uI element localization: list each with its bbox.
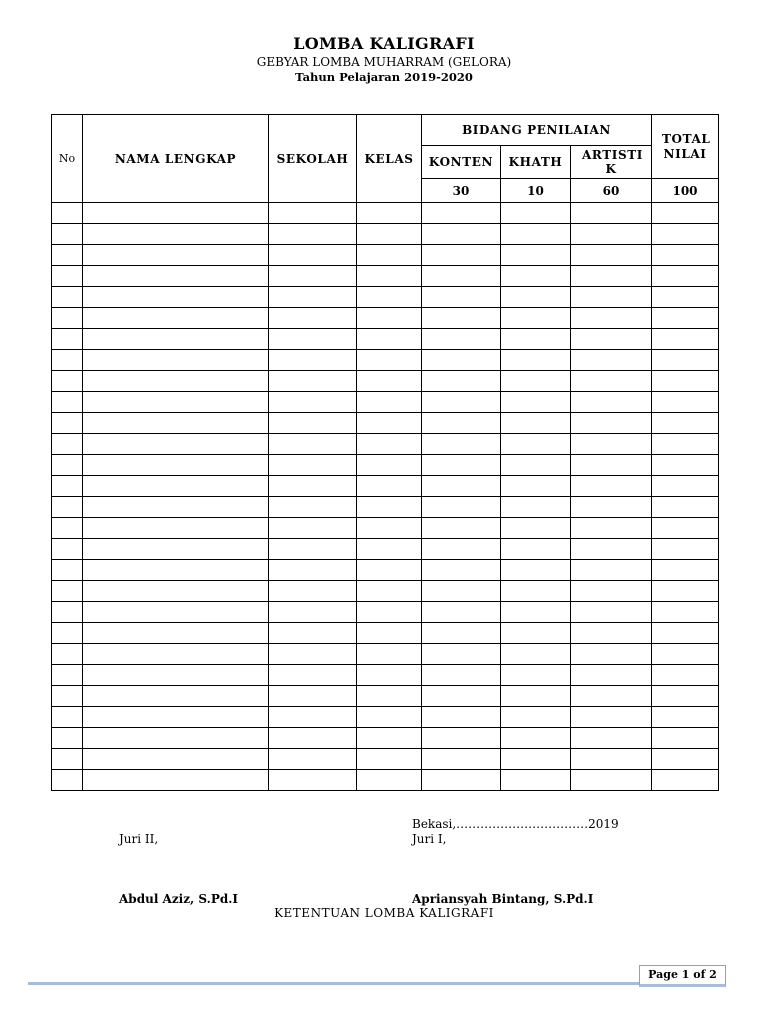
- table-cell: [52, 434, 83, 455]
- table-cell: [501, 455, 571, 476]
- table-cell: [269, 329, 357, 350]
- table-cell: [571, 455, 652, 476]
- table-cell: [571, 707, 652, 728]
- header-konten: KONTEN: [422, 146, 501, 179]
- table-cell: [269, 287, 357, 308]
- table-cell: [269, 371, 357, 392]
- table-cell: [501, 539, 571, 560]
- table-cell: [83, 371, 269, 392]
- table-cell: [571, 518, 652, 539]
- table-cell: [83, 623, 269, 644]
- table-cell: [652, 707, 719, 728]
- table-cell: [571, 497, 652, 518]
- table-cell: [52, 476, 83, 497]
- table-cell: [422, 728, 501, 749]
- table-cell: [571, 539, 652, 560]
- table-cell: [269, 623, 357, 644]
- table-row: [52, 581, 719, 602]
- table-cell: [269, 308, 357, 329]
- table-cell: [652, 770, 719, 791]
- table-cell: [422, 413, 501, 434]
- table-cell: [52, 245, 83, 266]
- table-cell: [83, 266, 269, 287]
- table-cell: [571, 224, 652, 245]
- table-cell: [83, 329, 269, 350]
- table-cell: [571, 602, 652, 623]
- table-row: [52, 455, 719, 476]
- table-cell: [357, 245, 422, 266]
- table-cell: [357, 623, 422, 644]
- table-cell: [269, 476, 357, 497]
- table-cell: [83, 203, 269, 224]
- table-cell: [357, 497, 422, 518]
- table-cell: [52, 560, 83, 581]
- table-cell: [571, 686, 652, 707]
- table-row: [52, 770, 719, 791]
- table-cell: [422, 497, 501, 518]
- table-cell: [52, 707, 83, 728]
- table-cell: [501, 707, 571, 728]
- table-cell: [652, 623, 719, 644]
- table-cell: [652, 371, 719, 392]
- place-date: Bekasi,……………………………2019: [412, 817, 619, 831]
- table-cell: [501, 266, 571, 287]
- table-cell: [52, 224, 83, 245]
- table-cell: [571, 476, 652, 497]
- table-cell: [269, 350, 357, 371]
- table-cell: [571, 560, 652, 581]
- score-table: [51, 114, 719, 791]
- table-row: [52, 665, 719, 686]
- table-cell: [83, 749, 269, 770]
- table-cell: [652, 245, 719, 266]
- table-cell: [501, 287, 571, 308]
- table-cell: [269, 602, 357, 623]
- document-header: [0, 34, 768, 85]
- table-cell: [501, 392, 571, 413]
- table-cell: [652, 434, 719, 455]
- table-cell: [652, 392, 719, 413]
- table-cell: [501, 413, 571, 434]
- table-cell: [357, 749, 422, 770]
- table-cell: [83, 413, 269, 434]
- table-cell: [357, 371, 422, 392]
- table-cell: [269, 518, 357, 539]
- table-cell: [52, 350, 83, 371]
- table-cell: [357, 266, 422, 287]
- table-cell: [571, 749, 652, 770]
- table-cell: [501, 770, 571, 791]
- table-cell: [422, 245, 501, 266]
- academic-year: Tahun Pelajaran 2019-2020: [295, 70, 473, 84]
- table-cell: [501, 329, 571, 350]
- table-row: [52, 497, 719, 518]
- table-cell: [501, 371, 571, 392]
- table-cell: [269, 266, 357, 287]
- table-cell: [357, 644, 422, 665]
- table-cell: [357, 560, 422, 581]
- total-nilai-label: TOTAL NILAI: [662, 131, 711, 161]
- table-row: [52, 707, 719, 728]
- header-bidang-penilaian: BIDANG PENILAIAN: [422, 115, 652, 146]
- table-row: [52, 434, 719, 455]
- table-cell: [269, 455, 357, 476]
- table-row: [52, 287, 719, 308]
- table-cell: [571, 728, 652, 749]
- table-row: [52, 728, 719, 749]
- table-cell: [571, 350, 652, 371]
- table-cell: [357, 728, 422, 749]
- table-cell: [652, 455, 719, 476]
- table-cell: [269, 203, 357, 224]
- table-cell: [422, 623, 501, 644]
- table-cell: [357, 434, 422, 455]
- header-kelas: KELAS: [357, 115, 422, 203]
- footer-rule: [28, 982, 640, 985]
- header-total-nilai: [652, 115, 719, 179]
- table-cell: [83, 707, 269, 728]
- table-cell: [501, 476, 571, 497]
- table-cell: [357, 308, 422, 329]
- table-cell: [357, 350, 422, 371]
- table-cell: [83, 770, 269, 791]
- table-cell: [52, 392, 83, 413]
- max-khath: 10: [501, 179, 571, 203]
- table-cell: [571, 329, 652, 350]
- table-cell: [501, 602, 571, 623]
- table-cell: [52, 497, 83, 518]
- table-cell: [357, 707, 422, 728]
- table-cell: [422, 686, 501, 707]
- table-cell: [571, 308, 652, 329]
- table-cell: [501, 644, 571, 665]
- table-cell: [501, 203, 571, 224]
- table-cell: [652, 476, 719, 497]
- table-cell: [52, 539, 83, 560]
- table-cell: [52, 413, 83, 434]
- table-cell: [571, 245, 652, 266]
- table-cell: [501, 665, 571, 686]
- table-cell: [501, 308, 571, 329]
- table-cell: [52, 770, 83, 791]
- table-cell: [269, 749, 357, 770]
- table-cell: [83, 686, 269, 707]
- document-title: LOMBA KALIGRAFI: [293, 34, 475, 53]
- table-cell: [52, 329, 83, 350]
- max-artistik: 60: [571, 179, 652, 203]
- table-cell: [269, 539, 357, 560]
- table-cell: [357, 329, 422, 350]
- table-cell: [269, 665, 357, 686]
- table-cell: [83, 434, 269, 455]
- table-row: [52, 350, 719, 371]
- table-cell: [652, 749, 719, 770]
- table-cell: [422, 602, 501, 623]
- table-cell: [357, 392, 422, 413]
- table-cell: [52, 749, 83, 770]
- table-row: [52, 686, 719, 707]
- juri-2-label: Juri II,: [119, 832, 159, 846]
- table-cell: [652, 266, 719, 287]
- table-row: [52, 539, 719, 560]
- table-cell: [83, 497, 269, 518]
- table-cell: [571, 644, 652, 665]
- table-cell: [83, 455, 269, 476]
- table-cell: [52, 266, 83, 287]
- table-cell: [52, 203, 83, 224]
- table-cell: [501, 497, 571, 518]
- table-cell: [422, 266, 501, 287]
- table-cell: [422, 392, 501, 413]
- table-cell: [652, 350, 719, 371]
- table-cell: [357, 581, 422, 602]
- table-cell: [83, 644, 269, 665]
- table-cell: [501, 581, 571, 602]
- table-cell: [501, 434, 571, 455]
- table-cell: [52, 602, 83, 623]
- table-cell: [571, 581, 652, 602]
- table-cell: [501, 245, 571, 266]
- table-cell: [269, 581, 357, 602]
- table-cell: [422, 371, 501, 392]
- table-cell: [357, 518, 422, 539]
- table-cell: [422, 749, 501, 770]
- table-cell: [652, 728, 719, 749]
- table-cell: [422, 455, 501, 476]
- table-cell: [652, 497, 719, 518]
- table-cell: [571, 665, 652, 686]
- table-cell: [52, 623, 83, 644]
- table-cell: [652, 602, 719, 623]
- table-cell: [422, 203, 501, 224]
- table-cell: [52, 686, 83, 707]
- table-row: [52, 329, 719, 350]
- table-cell: [357, 665, 422, 686]
- table-cell: [422, 707, 501, 728]
- table-cell: [501, 623, 571, 644]
- rules-title: KETENTUAN LOMBA KALIGRAFI: [274, 906, 494, 920]
- table-cell: [52, 455, 83, 476]
- table-cell: [357, 539, 422, 560]
- max-total: 100: [652, 179, 719, 203]
- table-cell: [652, 224, 719, 245]
- table-cell: [652, 287, 719, 308]
- table-cell: [422, 308, 501, 329]
- header-sekolah: SEKOLAH: [269, 115, 357, 203]
- table-cell: [422, 518, 501, 539]
- table-cell: [269, 434, 357, 455]
- table-row: [52, 245, 719, 266]
- table-cell: [269, 707, 357, 728]
- table-cell: [357, 224, 422, 245]
- table-row: [52, 224, 719, 245]
- table-cell: [571, 434, 652, 455]
- table-cell: [357, 287, 422, 308]
- table-cell: [652, 413, 719, 434]
- table-cell: [501, 728, 571, 749]
- table-cell: [52, 518, 83, 539]
- table-cell: [83, 245, 269, 266]
- table-cell: [357, 686, 422, 707]
- table-row: [52, 518, 719, 539]
- table-cell: [52, 728, 83, 749]
- table-cell: [501, 518, 571, 539]
- table-cell: [357, 455, 422, 476]
- table-cell: [83, 602, 269, 623]
- table-cell: [571, 623, 652, 644]
- table-cell: [269, 560, 357, 581]
- table-cell: [652, 560, 719, 581]
- table-cell: [83, 287, 269, 308]
- table-cell: [652, 644, 719, 665]
- table-cell: [269, 245, 357, 266]
- table-cell: [52, 665, 83, 686]
- table-cell: [52, 308, 83, 329]
- table-cell: [652, 203, 719, 224]
- table-cell: [571, 203, 652, 224]
- table-row: [52, 308, 719, 329]
- table-cell: [83, 392, 269, 413]
- document-subtitle: GEBYAR LOMBA MUHARRAM (GELORA): [256, 55, 512, 69]
- max-konten: 30: [422, 179, 501, 203]
- table-cell: [269, 392, 357, 413]
- table-cell: [52, 644, 83, 665]
- table-cell: [652, 518, 719, 539]
- table-row: [52, 623, 719, 644]
- table-cell: [422, 644, 501, 665]
- table-cell: [83, 560, 269, 581]
- table-row: [52, 413, 719, 434]
- table-cell: [357, 413, 422, 434]
- table-cell: [422, 560, 501, 581]
- table-cell: [571, 392, 652, 413]
- table-cell: [422, 539, 501, 560]
- table-cell: [571, 371, 652, 392]
- juri-2-name: Abdul Aziz, S.Pd.I: [119, 892, 239, 906]
- table-cell: [269, 497, 357, 518]
- table-cell: [652, 539, 719, 560]
- table-cell: [501, 686, 571, 707]
- table-cell: [269, 686, 357, 707]
- table-cell: [52, 581, 83, 602]
- table-cell: [83, 581, 269, 602]
- table-cell: [571, 413, 652, 434]
- table-cell: [501, 350, 571, 371]
- juri-1-label: Juri I,: [412, 832, 447, 846]
- table-cell: [83, 539, 269, 560]
- table-row: [52, 476, 719, 497]
- table-cell: [52, 287, 83, 308]
- table-cell: [422, 770, 501, 791]
- table-cell: [357, 770, 422, 791]
- table-row: [52, 560, 719, 581]
- table-cell: [422, 434, 501, 455]
- table-row: [52, 371, 719, 392]
- table-cell: [652, 329, 719, 350]
- table-cell: [422, 665, 501, 686]
- table-cell: [83, 518, 269, 539]
- table-cell: [83, 665, 269, 686]
- table-cell: [357, 203, 422, 224]
- table-cell: [422, 329, 501, 350]
- table-cell: [422, 350, 501, 371]
- table-row: [52, 644, 719, 665]
- table-cell: [83, 350, 269, 371]
- table-row: [52, 203, 719, 224]
- table-cell: [269, 770, 357, 791]
- table-cell: [652, 665, 719, 686]
- header-khath: KHATH: [501, 146, 571, 179]
- table-cell: [269, 224, 357, 245]
- table-cell: [571, 266, 652, 287]
- table-cell: [422, 287, 501, 308]
- page-number: Page 1 of 2: [639, 965, 726, 987]
- header-nama-lengkap: NAMA LENGKAP: [83, 115, 269, 203]
- table-cell: [357, 602, 422, 623]
- table-cell: [571, 287, 652, 308]
- table-cell: [83, 476, 269, 497]
- juri-1-name: Apriansyah Bintang, S.Pd.I: [412, 892, 594, 906]
- table-cell: [652, 686, 719, 707]
- table-row: [52, 602, 719, 623]
- table-cell: [83, 224, 269, 245]
- table-cell: [83, 728, 269, 749]
- table-cell: [52, 371, 83, 392]
- table-cell: [357, 476, 422, 497]
- table-cell: [422, 581, 501, 602]
- table-cell: [501, 560, 571, 581]
- table-cell: [269, 644, 357, 665]
- table-cell: [269, 728, 357, 749]
- table-cell: [422, 224, 501, 245]
- table-cell: [269, 413, 357, 434]
- table-row: [52, 749, 719, 770]
- table-cell: [652, 581, 719, 602]
- table-cell: [501, 749, 571, 770]
- table-cell: [422, 476, 501, 497]
- table-row: [52, 266, 719, 287]
- table-cell: [571, 770, 652, 791]
- table-cell: [501, 224, 571, 245]
- table-row: [52, 392, 719, 413]
- artistik-label: ARTISTI K: [582, 148, 644, 176]
- header-no: No: [52, 115, 83, 203]
- table-cell: [83, 308, 269, 329]
- header-artistik: [571, 146, 652, 179]
- table-cell: [652, 308, 719, 329]
